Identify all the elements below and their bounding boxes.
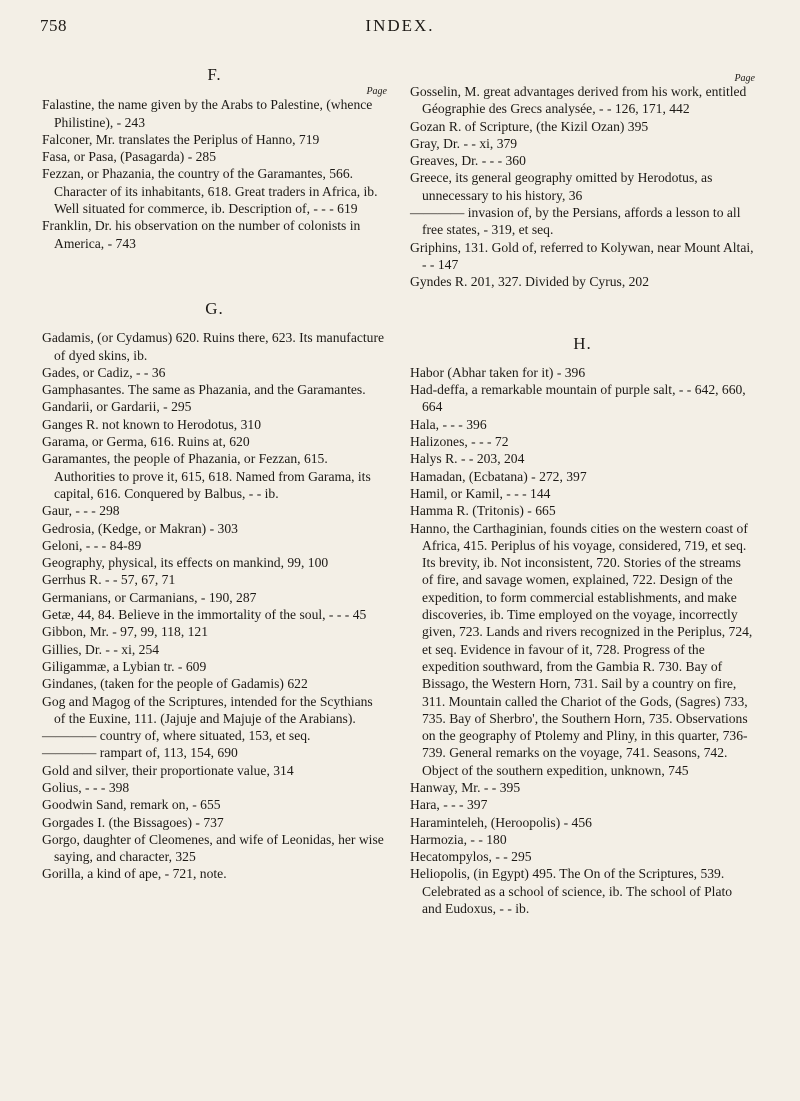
index-entry: Getæ, 44, 84. Believe in the immortality of the soul, - - - 45 <box>42 607 367 623</box>
index-entry: Gibbon, Mr. - 97, 99, 118, 121 <box>42 624 209 640</box>
index-entry: Hecatompylos, - - 295 <box>410 849 532 865</box>
index-entry: Gozan R. of Scripture, (the Kizil Ozan) 395 <box>410 118 649 134</box>
index-entry: Hara, - - - 397 <box>410 797 488 813</box>
index-entry: Falastine, the name given by the Arabs to Palestine, (whence Philistine), - 243 <box>42 97 373 130</box>
index-entry: ———— country of, where situated, 153, et seq. <box>42 728 311 744</box>
index-entry: Fezzan, or Phazania, the country of the Garamantes, 566. Character of its inhabitants, 618. Great traders in Africa, ib. Well situated for commerce, ib. Description of, - - - 619 <box>42 166 378 217</box>
index-entry: Gyndes R. 201, 327. Divided by Cyrus, 202 <box>410 274 650 290</box>
section-letter-f: F. <box>207 65 222 84</box>
index-entry: Gandarii, or Gardarii, - 295 <box>42 399 192 415</box>
index-entry: Gorgo, daughter of Cleomenes, and wife of Leonidas, her wise saying, and character, 325 <box>42 831 384 865</box>
right-column <box>410 66 755 917</box>
index-entry: Gillies, Dr. - - xi, 254 <box>42 641 160 657</box>
index-entry: Greece, its general geography omitted by Herodotus, as unnecessary to his history, 36 <box>410 170 713 203</box>
index-entry: Germanians, or Carmanians, - 190, 287 <box>42 589 257 605</box>
index-entry: Gades, or Cadiz, - - 36 <box>42 364 166 380</box>
index-entry: Ganges R. not known to Herodotus, 310 <box>42 416 261 432</box>
index-entry: Hanway, Mr. - - 395 <box>410 779 521 795</box>
index-entry: Gaur, - - - 298 <box>42 503 120 519</box>
index-entry: Greaves, Dr. - - - 360 <box>410 153 526 169</box>
index-entry: Franklin, Dr. his observation on the number of colonists in America, - 743 <box>42 218 361 251</box>
index-entry: Gedrosia, (Kedge, or Makran) - 303 <box>42 520 238 536</box>
index-entry: Haraminteleh, (Heroopolis) - 456 <box>410 814 592 830</box>
index-entry: Heliopolis, (in Egypt) 495. The On of the Scriptures, 539. Celebrated as a school of science, ib. The school of Plato and Eudoxus, - - ib. <box>410 866 733 917</box>
section-letter-g: G. <box>205 298 224 318</box>
index-entry: Hamadan, (Ecbatana) - 272, 397 <box>410 468 587 484</box>
index-entry: Halizones, - - - 72 <box>410 434 509 450</box>
running-head: INDEX. <box>365 16 435 35</box>
index-entry: Garama, or Germa, 616. Ruins at, 620 <box>42 434 250 450</box>
page-column-header: Page <box>366 86 387 98</box>
index-entry: Geloni, - - - 84-89 <box>42 537 142 553</box>
index-entry: Giligammæ, a Lybian tr. - 609 <box>42 658 207 674</box>
index-entry: Gerrhus R. - - 57, 67, 71 <box>42 572 176 588</box>
section-spacer <box>410 291 755 335</box>
index-entry: Griphins, 131. Gold of, referred to Kolywan, near Mount Altai, - - 147 <box>410 239 754 272</box>
index-entry: Gorgades I. (the Bissagoes) - 737 <box>42 814 224 830</box>
index-entry: Gray, Dr. - - xi, 379 <box>410 135 518 151</box>
index-entry: Garamantes, the people of Phazania, or Fezzan, 615. Authorities to prove it, 615, 618. Named from Garama, its capital, 616. Conquered by Balbus, - - ib. <box>42 451 371 501</box>
page-column-header: Page <box>734 73 755 84</box>
section-spacer <box>42 252 387 300</box>
index-entry: Habor (Abhar taken for it) - 396 <box>410 364 586 380</box>
index-entry: Hanno, the Carthaginian, founds cities on the western coast of Africa, 415. Periplus of his voyage, considered, 719, et seq. Its brevity, ib. Not inconsistent, 720. Stories of the streams of fire, and savage women, explained, 722. Design of the expedition, to form commercial establishments, and make discoveries, ib. Time employed on the voyage, incorrectly given, 723. Lands and rivers recognized in the Periplus, 724, et seq. Evidence in favour of it, 728. Progress of the expedition southward, from the Gambia R. 730. Bay of Bissago, the Western Horn, 731. Sail by a country on fire, 311. Mountain called the Chariot of the Gods, (Sagres) 733, 735. Bay of Sherbro', the Southern Horn, 735. Observations on the geography of Ptolemy and Pliny, in this quarter, 736-739. General remarks on the voyage, 741. Seasons, 742. Object of the southern expedition, unknown, 745 <box>410 520 753 778</box>
page-header <box>40 16 760 40</box>
index-entry: Gosselin, M. great advantages derived from his work, entitled Géographie des Grecs analysée, - - 126, 171, 442 <box>410 84 747 117</box>
index-entry: Geography, physical, its effects on mankind, 99, 100 <box>42 555 329 571</box>
index-entry: Fasa, or Pasa, (Pasagarda) - 285 <box>42 149 217 165</box>
index-entry: Harmozia, - - 180 <box>410 831 507 847</box>
index-entry: Halys R. - - 203, 204 <box>410 451 525 467</box>
index-entry: ———— invasion of, by the Persians, affords a lesson to all free states, - 319, et seq. <box>410 205 741 238</box>
index-entry: Hala, - - - 396 <box>410 416 487 432</box>
index-entry: Had-deffa, a remarkable mountain of purple salt, - - 642, 660, 664 <box>410 382 746 415</box>
index-entry: Gadamis, (or Cydamus) 620. Ruins there, 623. Its manufacture of dyed skins, ib. <box>42 330 385 363</box>
index-entry: Hamma R. (Tritonis) - 665 <box>410 503 556 519</box>
index-entry: Gindanes, (taken for the people of Gadamis) 622 <box>42 676 308 692</box>
index-entry: Gog and Magog of the Scriptures, intended for the Scythians of the Euxine, 111. (Jajuje and Majuje of the Arabians). <box>42 693 373 726</box>
index-entry: Falconer, Mr. translates the Periplus of Hanno, 719 <box>42 131 320 147</box>
index-entry: Gamphasantes. The same as Phazania, and the Garamantes. <box>42 382 366 398</box>
index-entry: Hamil, or Kamil, - - - 144 <box>410 485 551 501</box>
page-number: 758 <box>40 16 67 35</box>
index-entry: Golius, - - - 398 <box>42 779 130 795</box>
index-entry: ———— rampart of, 113, 154, 690 <box>42 745 238 761</box>
section-letter-h: H. <box>573 333 592 353</box>
left-column <box>42 66 387 883</box>
index-entry: Goodwin Sand, remark on, - 655 <box>42 797 221 813</box>
index-entry: Gold and silver, their proportionate value, 314 <box>42 762 294 778</box>
index-entry: Gorilla, a kind of ape, - 721, note. <box>42 866 227 882</box>
